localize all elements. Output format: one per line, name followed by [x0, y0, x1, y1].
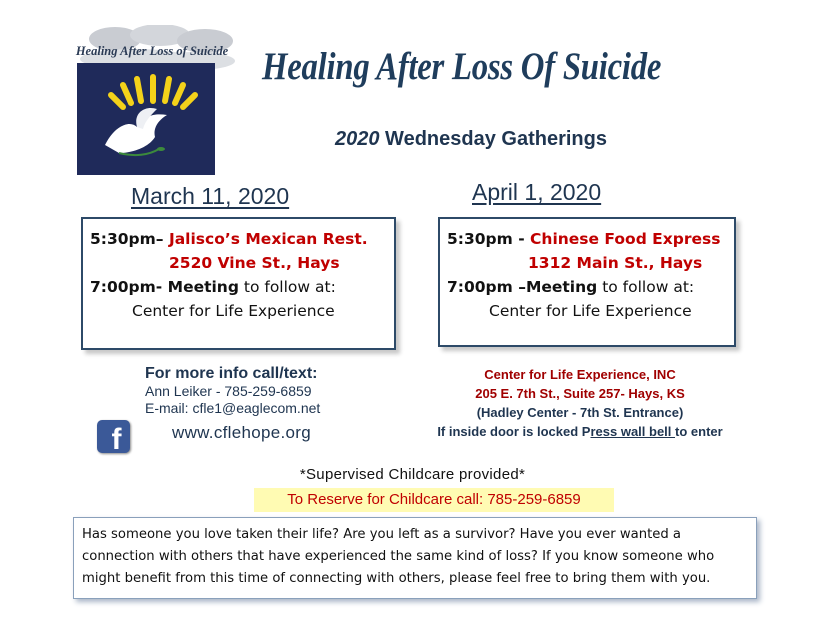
center-address: 205 E. 7th St., Suite 257- Hays, KS: [475, 386, 685, 401]
event-date-march: March 11, 2020: [131, 183, 290, 209]
subtitle-text: Wednesday Gatherings: [379, 128, 607, 150]
meeting-venue: Center for Life Experience: [489, 302, 692, 320]
facebook-icon[interactable]: [97, 420, 130, 453]
dinner-time: 5:30pm -: [447, 230, 531, 248]
door-underlined: ress wall bell: [590, 424, 676, 439]
door-suffix: to enter: [675, 424, 723, 439]
dinner-line: [447, 230, 720, 248]
contact-email[interactable]: E-mail: cfle1@eaglecom.net: [145, 400, 321, 416]
door-instructions: [418, 422, 742, 441]
meeting-line: [447, 278, 694, 296]
meeting-rest: to follow at:: [238, 278, 336, 296]
dinner-time: 5:30pm–: [90, 230, 169, 248]
meeting-word: Meeting: [167, 278, 239, 296]
dinner-line: [90, 230, 368, 248]
meeting-venue: Center for Life Experience: [132, 302, 335, 320]
restaurant-address: 2520 Vine St., Hays: [169, 254, 340, 272]
restaurant-name: Chinese Food Express: [530, 230, 721, 248]
center-info: [418, 365, 742, 441]
center-entrance: (Hadley Center - 7th St. Entrance): [476, 405, 684, 420]
event-box-march: [81, 217, 396, 350]
meeting-rest: to follow at:: [597, 278, 695, 296]
contact-heading: For more info call/text:: [145, 365, 318, 382]
event-date-april: April 1, 2020: [472, 179, 602, 205]
meeting-line: [90, 278, 336, 296]
contact-phone: Ann Leiker - 785-259-6859: [145, 383, 312, 399]
website-link[interactable]: www.cflehope.org: [172, 423, 311, 442]
subtitle-year: 2020: [335, 128, 380, 150]
contact-info: [145, 365, 320, 417]
meeting-word: Meeting: [525, 278, 598, 296]
page-subtitle: [335, 128, 607, 151]
logo-text: Healing After Loss of Suicide: [75, 44, 229, 58]
door-prefix: If inside door is locked P: [437, 424, 591, 439]
facebook-glyph: f: [111, 423, 122, 453]
center-name: Center for Life Experience, INC: [484, 367, 676, 382]
restaurant-address: 1312 Main St., Hays: [528, 254, 703, 272]
childcare-note: *Supervised Childcare provided*: [299, 466, 526, 483]
childcare-reserve: To Reserve for Childcare call: 785-259-6859: [254, 488, 614, 512]
survivor-message: Has someone you love taken their life? Are you left as a survivor? Have you ever wanted a connection with others that have experienced the same kind of loss? If you know someone who might benefit from this time of connecting with others, please feel free to bring them with you.: [73, 517, 757, 599]
page-title: Healing After Loss Of Suicide: [262, 45, 662, 88]
meeting-time: 7:00pm-: [90, 278, 168, 296]
restaurant-name: Jalisco’s Mexican Rest.: [168, 230, 368, 248]
meeting-time: 7:00pm –: [447, 278, 526, 296]
event-box-april: [438, 217, 736, 347]
